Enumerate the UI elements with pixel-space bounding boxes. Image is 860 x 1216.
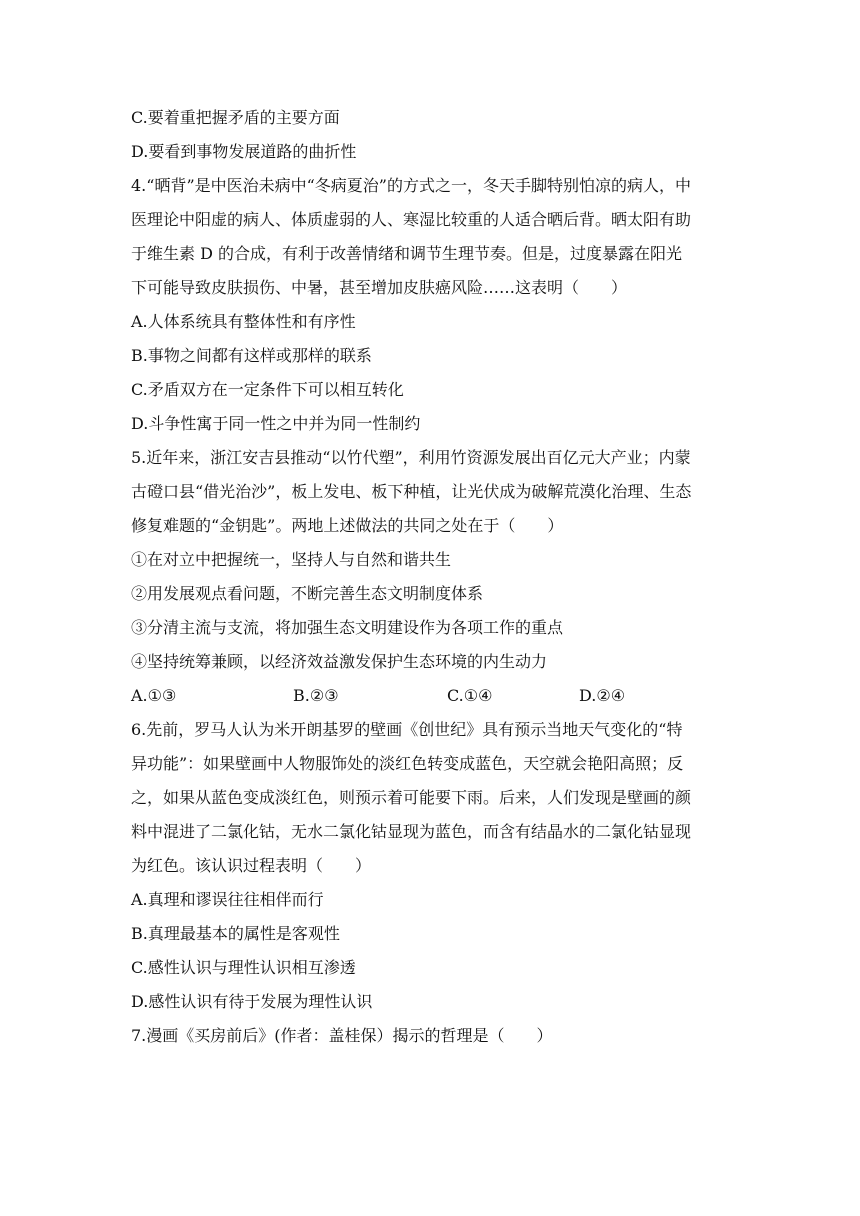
q6-option-a: A.真理和谬误往往相伴而行 xyxy=(131,890,324,909)
q6-stem-line: 料中混进了二氯化钴，无水二氯化钴显现为蓝色，而含有结晶水的二氯化钴显现 xyxy=(131,822,692,841)
q3-option-d: D.要看到事物发展道路的曲折性 xyxy=(131,142,357,161)
q4-stem-line: 医理论中阳虚的病人、体质虚弱的人、寒湿比较重的人适合晒后背。晒太阳有助 xyxy=(131,210,692,229)
q5-option-c: C.①④ xyxy=(447,686,493,705)
q4-stem-line: 于维生素 D 的合成，有利于改善情绪和调节生理节奏。但是，过度暴露在阳光 xyxy=(131,244,683,263)
q5-option-b: B.②③ xyxy=(293,686,339,705)
question-6 xyxy=(131,713,731,1019)
q6-option-d: D.感性认识有待于发展为理性认识 xyxy=(131,992,373,1011)
q6-stem-line: 异功能”：如果壁画中人物服饰处的淡红色转变成蓝色，天空就会艳阳高照；反 xyxy=(131,754,684,773)
q5-stem-line: 修复难题的“金钥匙”。两地上述做法的共同之处在于（ ） xyxy=(131,516,564,535)
q5-statement-3: ③分清主流与支流，将加强生态文明建设作为各项工作的重点 xyxy=(131,618,564,637)
q4-option-c: C.矛盾双方在一定条件下可以相互转化 xyxy=(131,380,404,399)
q5-statement-2: ②用发展观点看问题，不断完善生态文明制度体系 xyxy=(131,584,484,603)
q5-statement-1: ①在对立中把握统一，坚持人与自然和谐共生 xyxy=(131,550,452,569)
question-content xyxy=(131,101,731,1053)
q4-stem-line: 下可能导致皮肤损伤、中暑，甚至增加皮肤癌风险……这表明（ ） xyxy=(131,278,628,297)
q5-stem-line: 古磴口县“借光治沙”，板上发电、板下种植，让光伏成为破解荒漠化治理、生态 xyxy=(131,482,692,501)
q6-stem-line: 6.先前，罗马人认为米开朗基罗的壁画《创世纪》具有预示当地天气变化的“特 xyxy=(131,720,683,739)
q5-stem-line: 5.近年来，浙江安吉县推动“以竹代塑”，利用竹资源发展出百亿元大产业；内蒙 xyxy=(131,448,691,467)
q6-option-b: B.真理最基本的属性是客观性 xyxy=(131,924,340,943)
q7-stem: 7.漫画《买房前后》(作者：盖桂保）揭示的哲理是（ ） xyxy=(131,1026,553,1045)
q4-option-b: B.事物之间都有这样或那样的联系 xyxy=(131,346,372,365)
q6-option-c: C.感性认识与理性认识相互渗透 xyxy=(131,958,356,977)
question-4 xyxy=(131,169,731,441)
q3-option-c: C.要着重把握矛盾的主要方面 xyxy=(131,108,340,127)
question-7 xyxy=(131,1019,731,1053)
q5-statement-4: ④坚持统筹兼顾，以经济效益激发保护生态环境的内生动力 xyxy=(131,652,548,671)
q5-option-a: A.①③ xyxy=(131,686,177,705)
q5-option-d: D.②④ xyxy=(579,686,626,705)
q4-option-a: A.人体系统具有整体性和有序性 xyxy=(131,312,356,331)
q6-stem-line: 为红色。该认识过程表明（ ） xyxy=(131,856,372,875)
q6-stem-line: 之，如果从蓝色变成淡红色，则预示着可能要下雨。后来，人们发现是壁画的颜 xyxy=(131,788,692,807)
q4-stem-line: 4.“晒背”是中医治未病中“冬病夏治”的方式之一，冬天手脚特别怕凉的病人，中 xyxy=(131,176,691,195)
q4-option-d: D.斗争性寓于同一性之中并为同一性制约 xyxy=(131,414,421,433)
question-5 xyxy=(131,441,731,713)
q5-options-row xyxy=(131,679,731,713)
